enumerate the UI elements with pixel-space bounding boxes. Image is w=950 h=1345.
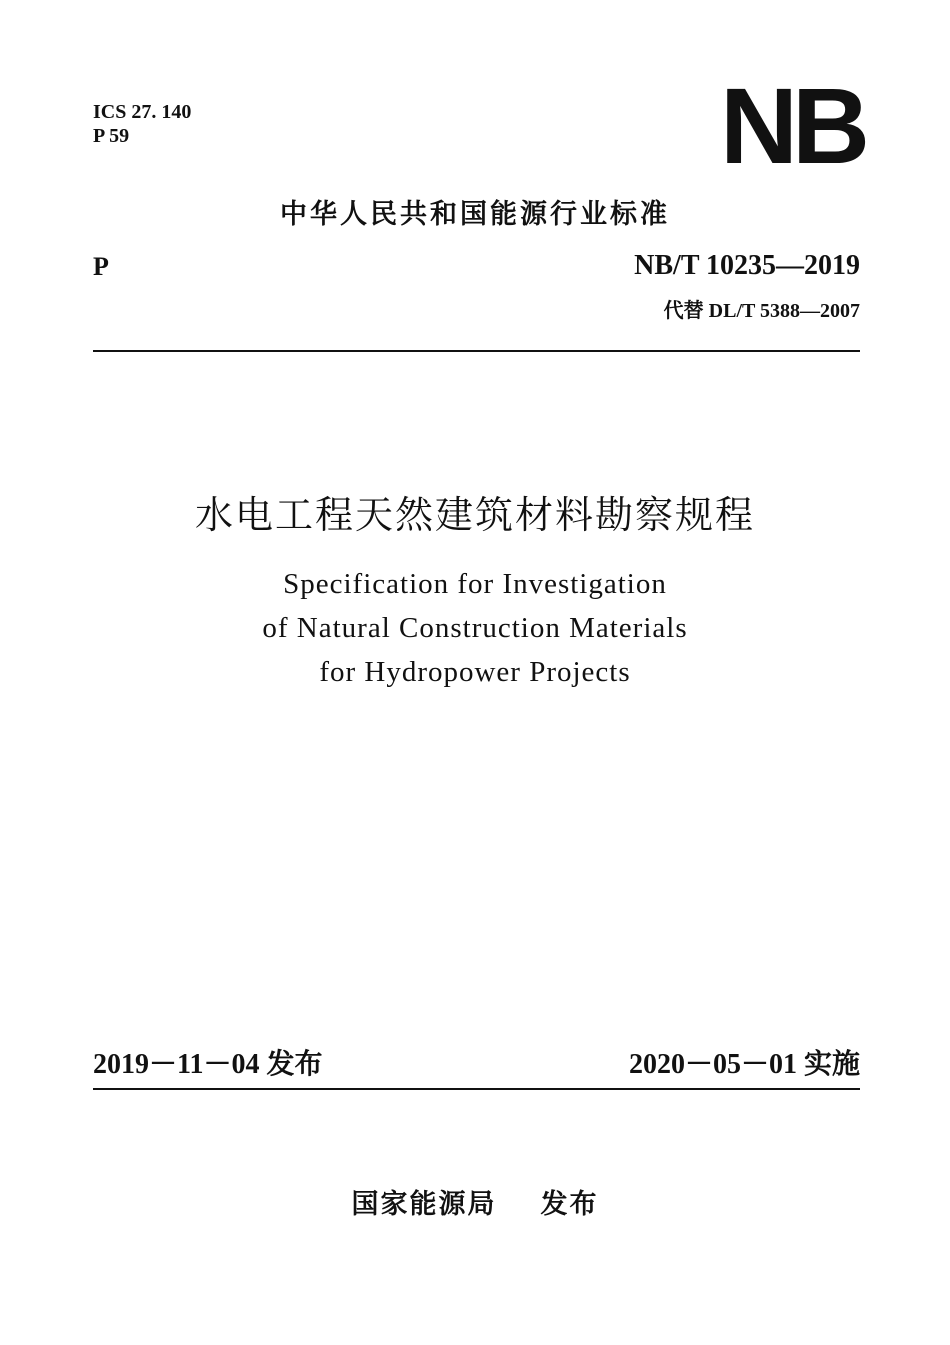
issuer-name: 国家能源局 — [351, 1189, 497, 1220]
replaces-standard: 代替 DL/T 5388—2007 — [663, 300, 860, 322]
issuer — [0, 1182, 950, 1221]
category-code: P — [93, 252, 109, 281]
issuer-action: 发布 — [540, 1189, 599, 1220]
english-title-line: of Natural Construction Materials — [262, 612, 688, 644]
bottom-divider — [93, 1088, 860, 1090]
nb-logo: NB — [720, 65, 864, 186]
english-title-line: Specification for Investigation — [283, 568, 667, 600]
classification-codes — [93, 100, 191, 148]
top-divider — [93, 350, 860, 352]
standard-category-title: 中华人民共和国能源行业标准 — [280, 199, 670, 230]
chinese-title: 水电工程天然建筑材料勘察规程 — [194, 493, 755, 537]
effective-date: 2020－05－01 实施 — [628, 1049, 860, 1080]
ccs-code: P 59 — [93, 125, 130, 147]
english-title — [0, 562, 950, 694]
ics-code: ICS 27. 140 — [93, 101, 192, 123]
english-title-line: for Hydropower Projects — [319, 656, 631, 688]
issue-date: 2019－11－04 发布 — [93, 1049, 323, 1080]
standard-number: NB/T 10235—2019 — [634, 250, 860, 281]
